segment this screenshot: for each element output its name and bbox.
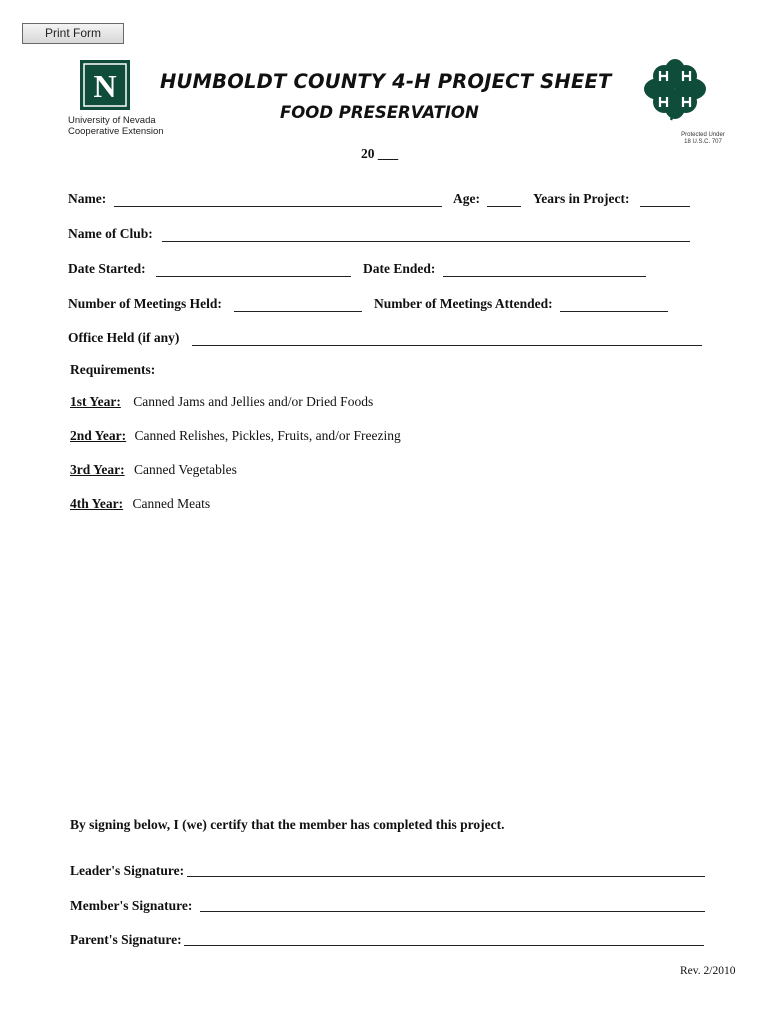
date-started-field[interactable] — [156, 276, 351, 277]
years-in-project-field[interactable] — [640, 206, 690, 207]
certification-statement: By signing below, I (we) certify that the member has completed this project. — [70, 817, 505, 832]
leader-signature-label: Leader's Signature: — [70, 863, 185, 878]
member-signature-label: Member's Signature: — [70, 898, 193, 913]
year-label: 20 ___ — [361, 146, 399, 161]
requirement-text: Canned Meats — [132, 496, 211, 511]
requirement-item — [70, 394, 373, 410]
requirement-item — [70, 428, 401, 444]
years-in-project-label: Years in Project: — [533, 191, 630, 206]
meetings-attended-field[interactable] — [560, 311, 668, 312]
logo-letter: N — [93, 68, 117, 104]
requirement-year: 4th Year: — [70, 496, 124, 511]
requirement-item — [70, 496, 210, 512]
protected-line-1: Protected Under — [681, 132, 725, 138]
revision-label: Rev. 2/2010 — [680, 965, 736, 977]
meetings-held-field[interactable] — [234, 311, 362, 312]
n-logo-icon — [80, 60, 130, 110]
member-signature-field[interactable] — [200, 911, 705, 912]
club-label: Name of Club: — [68, 226, 153, 241]
requirement-year: 2nd Year: — [70, 428, 127, 443]
meetings-attended-label: Number of Meetings Attended: — [374, 296, 553, 311]
club-field[interactable] — [162, 241, 690, 242]
parent-signature-field[interactable] — [184, 945, 704, 946]
logo-line-1: University of Nevada — [68, 115, 156, 126]
date-started-label: Date Started: — [68, 261, 146, 276]
university-logo — [80, 60, 130, 110]
requirement-item — [70, 462, 237, 478]
date-ended-label: Date Ended: — [363, 261, 436, 276]
page-subtitle: FOOD PRESERVATION — [280, 103, 479, 122]
leader-signature-field[interactable] — [187, 876, 705, 877]
requirement-text: Canned Vegetables — [133, 462, 237, 477]
parent-signature-label: Parent's Signature: — [70, 932, 182, 947]
name-field[interactable] — [114, 206, 442, 207]
page-title: HUMBOLDT COUNTY 4-H PROJECT SHEET — [160, 70, 612, 93]
print-form-button[interactable]: Print Form — [22, 23, 124, 44]
requirement-text: Canned Jams and Jellies and/or Dried Foods — [133, 394, 374, 409]
protected-line-2: 18 U.S.C. 707 — [684, 139, 722, 145]
logo-line-2: Cooperative Extension — [68, 126, 164, 137]
4h-clover-icon — [641, 56, 709, 122]
age-label: Age: — [453, 191, 480, 206]
requirements-heading: Requirements: — [70, 362, 156, 377]
requirement-year: 3rd Year: — [70, 462, 125, 477]
requirement-text: Canned Relishes, Pickles, Fruits, and/or Freezing — [134, 428, 401, 443]
name-label: Name: — [68, 191, 107, 206]
office-held-label: Office Held (if any) — [68, 330, 180, 345]
requirement-year: 1st Year: — [70, 394, 121, 409]
age-field[interactable] — [487, 206, 521, 207]
meetings-held-label: Number of Meetings Held: — [68, 296, 222, 311]
date-ended-field[interactable] — [443, 276, 646, 277]
office-held-field[interactable] — [192, 345, 702, 346]
